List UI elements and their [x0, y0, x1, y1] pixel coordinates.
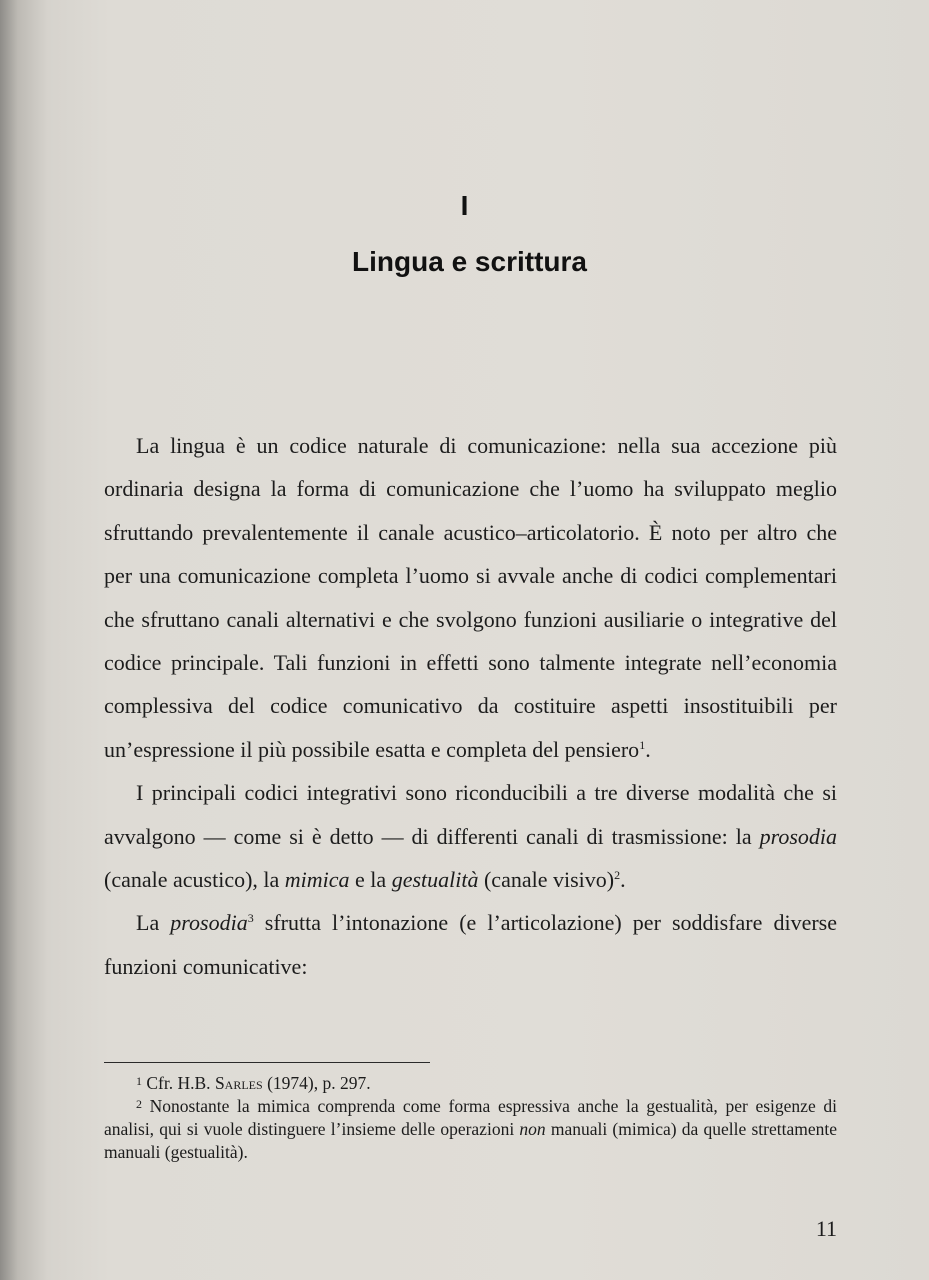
footnote-divider — [104, 1062, 430, 1063]
paragraph-1-text: La lingua è un codice naturale di comunicazione: nella sua accezione più ordinaria designa la forma di comunicazione che l’uomo ha sviluppato meglio sfruttando prevalentemente il canale acustico–articolatorio. È noto per altro che per una comunicazione completa l’uomo si avvale anche di codici complementari che sfruttano canali alternativi e che svolgono funzioni ausiliarie o integrative del codice principale. Tali funzioni in effetti sono talmente integrate nell’economia complessiva del codice comunicativo da costituire aspetti insostituibili per un’espressione il più possibile esatta e completa del pensiero — [104, 433, 837, 762]
term-gestualita: gestualità — [391, 867, 479, 893]
term-prosodia-2: prosodia — [170, 910, 248, 936]
footnote-1-text-b: (1974), p. 297. — [262, 1073, 371, 1093]
term-prosodia: prosodia — [759, 823, 837, 849]
footnote-ref-1: 1 — [639, 737, 646, 752]
paragraph-2-text-b: (canale acustico), la — [104, 867, 285, 893]
paragraph-2-text-a: I principali codici integrativi sono riconducibili a tre diverse modalità che si avvalgono — come si è detto — di differenti canali di trasmissione: la — [104, 780, 837, 849]
page-number: 11 — [815, 1216, 837, 1241]
footnote-2-mark: 2 — [136, 1097, 142, 1111]
footnote-2-text-b: manuali (mimica) da quelle strettamente manuali (gestualità). — [104, 1119, 837, 1162]
footnote-2-emphasis: non — [519, 1119, 546, 1139]
paragraph-3-text-b: sfrutta l’intonazione (e l’articolazione) per soddisfare diverse funzioni comunicative: — [104, 910, 837, 979]
footnotes — [104, 1072, 837, 1164]
chapter-title: Lingua e scrittura — [352, 246, 587, 277]
chapter-number: I — [460, 190, 469, 221]
footnote-1-text-a: Cfr. H.B. — [142, 1073, 215, 1093]
paragraph-2-text-c: e la — [349, 867, 392, 893]
footnote-ref-3: 3 — [247, 911, 254, 926]
paragraph-1 — [104, 424, 837, 771]
paragraph-3-text-a: La — [136, 910, 171, 936]
footnote-1-author: Sarles — [214, 1073, 263, 1093]
body-text — [104, 424, 837, 988]
paragraph-2 — [104, 771, 837, 901]
footnote-1-mark: 1 — [136, 1074, 142, 1088]
paragraph-1-end: . — [645, 736, 651, 762]
footnote-2-text-a: Nonostante la mimica comprenda come forma espressiva anche la gestualità, per esigenze di analisi, qui si vuole distinguere l’insieme delle operazioni — [104, 1096, 837, 1139]
paragraph-2-text-d: (canale visivo) — [478, 867, 615, 893]
term-mimica: mimica — [284, 867, 350, 893]
footnote-2 — [104, 1095, 837, 1164]
footnote-ref-2: 2 — [614, 868, 621, 883]
paragraph-2-end: . — [620, 867, 626, 893]
footnote-1 — [104, 1072, 837, 1095]
paragraph-3 — [104, 901, 837, 988]
